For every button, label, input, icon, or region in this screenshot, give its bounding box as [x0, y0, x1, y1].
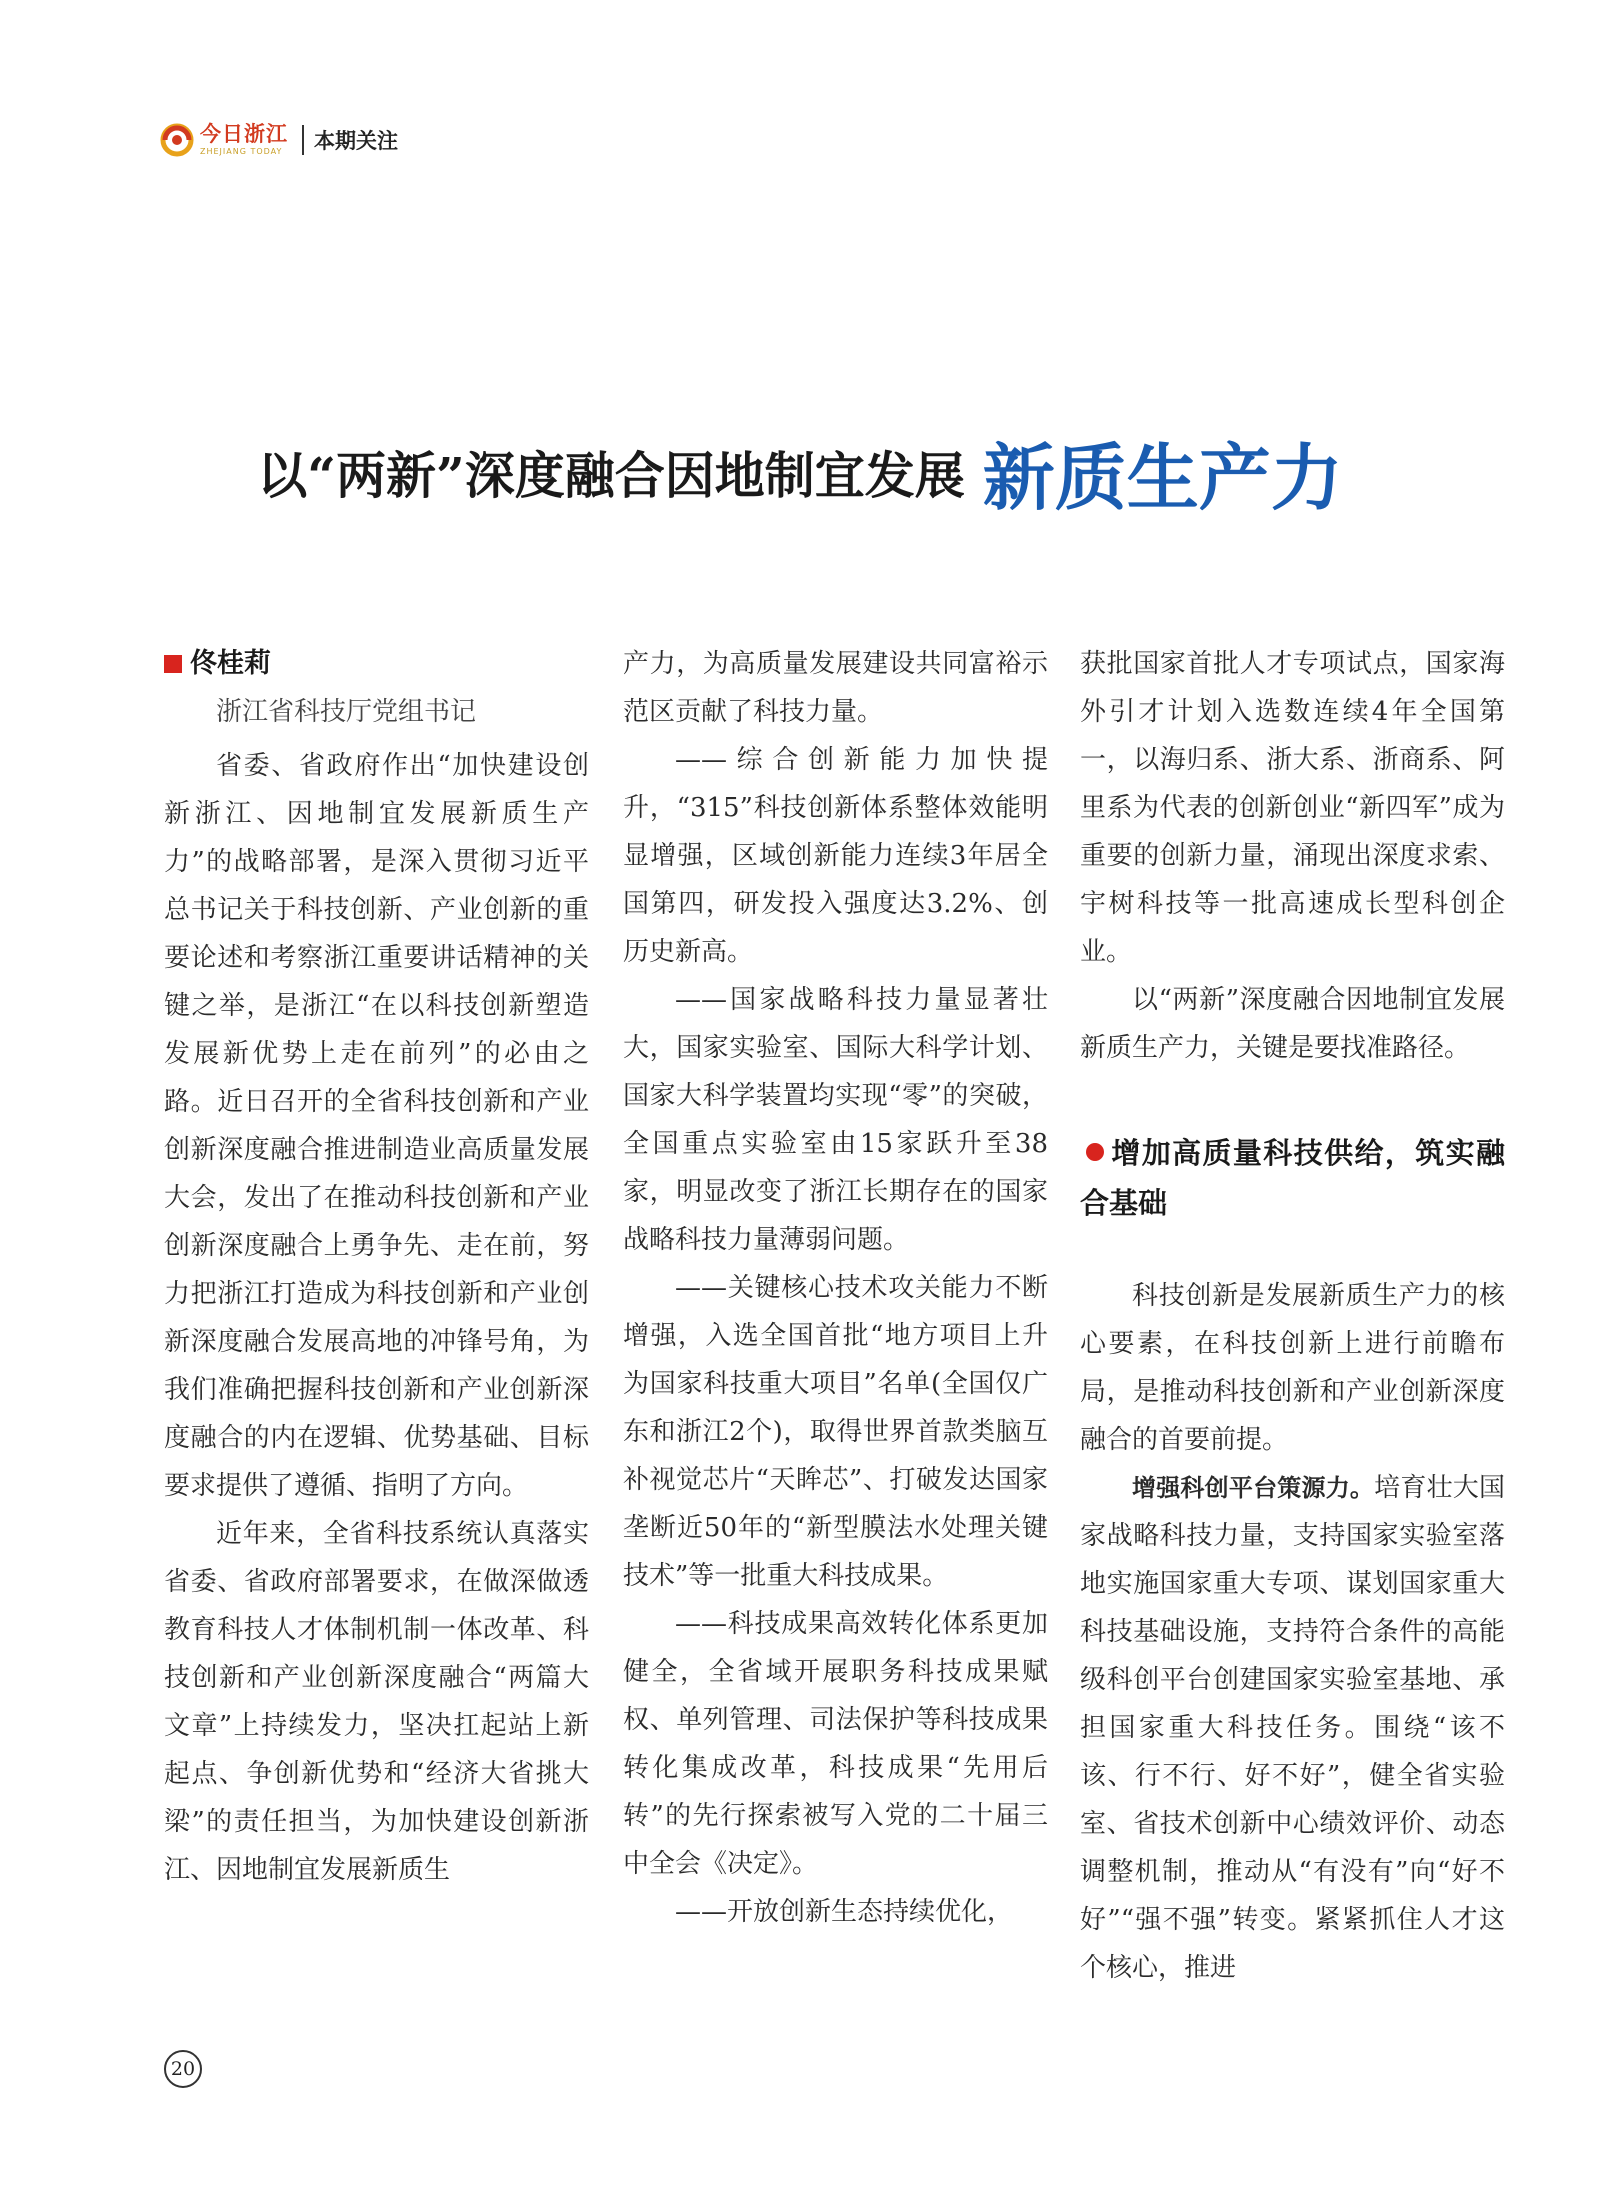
- subheading-text: 增加高质量科技供给，筑实融合基础: [1080, 1136, 1505, 1220]
- swirl-logo-icon: [160, 123, 194, 157]
- paragraph: ——综合创新能力加快提升，“315”科技创新体系整体效能明显增强，区域创新能力连续3年居全国第四，研发投入强度达3.2%、创历史新高。: [623, 745, 1048, 967]
- article-title: [0, 420, 1600, 524]
- logo-english: ZHEJIANG TODAY: [200, 147, 283, 156]
- magazine-logo: [160, 123, 288, 157]
- section-name: 本期关注: [314, 129, 398, 153]
- paragraph: ——关键核心技术攻关能力不断增强，入选全国首批“地方项目上升为国家科技重大项目”名单(全国仅广东和浙江2个)，取得世界首款类脑互补视觉芯片“天眸芯”、打破发达国家垄断近50年的“新型膜法水处理关键技术”等一批重大科技成果。: [623, 1273, 1048, 1591]
- paragraph: ——国家战略科技力量显著壮大，国家实验室、国际大科学计划、国家大科学装置均实现“零”的突破，全国重点实验室由15家跃升至38家，明显改变了浙江长期存在的国家战略科技力量薄弱问题。: [623, 985, 1048, 1255]
- paragraph: ——开放创新生态持续优化，: [675, 1897, 1014, 1927]
- paragraph: 产力，为高质量发展建设共同富裕示范区贡献了科技力量。: [623, 649, 1048, 727]
- author-position: 浙江省科技厅党组书记: [216, 697, 477, 727]
- title-main: 以“两新”深度融合因地制宜发展: [257, 446, 965, 505]
- title-accent: 新质生产力: [982, 436, 1343, 520]
- header-divider: [302, 125, 304, 155]
- red-dot-icon: [1086, 1143, 1104, 1161]
- paragraph: [1080, 1464, 1505, 1992]
- text-column-3: [1080, 640, 1505, 1992]
- author-name: [164, 640, 589, 688]
- paragraph: 省委、省政府作出“加快建设创新浙江、因地制宜发展新质生产力”的战略部署，是深入贯彻习近平总书记关于科技创新、产业创新的重要论述和考察浙江重要讲话精神的关键之举，是浙江“在以科技创新塑造发展新优势上走在前列”的必由之路。近日召开的全省科技创新和产业创新深度融合推进制造业高质量发展大会，发出了在推动科技创新和产业创新深度融合上勇争先、走在前，努力把浙江打造成为科技创新和产业创新深度融合发展高地的冲锋号角，为我们准确把握科技创新和产业创新深度融合的内在逻辑、优势基础、目标要求提供了遵循、指明了方向。: [164, 751, 589, 1501]
- lead-in-phrase: 增强科创平台策源力。: [1132, 1474, 1375, 1502]
- paragraph: 以“两新”深度融合因地制宜发展新质生产力，关键是要找准路径。: [1080, 985, 1505, 1063]
- paragraph-body: 培育壮大国家战略科技力量，支持国家实验室落地实施国家重大专项、谋划国家重大科技基础设施，支持符合条件的高能级科创平台创建国家实验室基地、承担国家重大科技任务。围绕“该不该、行不行、好不好”，健全省实验室、省技术创新中心绩效评价、动态调整机制，推动从“有没有”向“好不好”“强不强”转变。紧紧抓住人才这个核心，推进: [1080, 1473, 1505, 1983]
- red-square-marker: [164, 655, 182, 673]
- paragraph: 近年来，全省科技系统认真落实省委、省政府部署要求，在做深做透教育科技人才体制机制一体改革、科技创新和产业创新深度融合“两篇大文章”上持续发力，坚决扛起站上新起点、争创新优势和“经济大省挑大梁”的责任担当，为加快建设创新浙江、因地制宜发展新质生: [164, 1519, 589, 1885]
- text-column-2: [623, 640, 1048, 1936]
- paragraph: 获批国家首批人才专项试点，国家海外引才计划入选数连续4年全国第一，以海归系、浙大系、浙商系、阿里系为代表的创新创业“新四军”成为重要的创新力量，涌现出深度求索、宇树科技等一批高速成长型科创企业。: [1080, 649, 1505, 967]
- author-name-text: 佟桂莉: [190, 648, 271, 679]
- page-header: [160, 118, 398, 162]
- page-number: 20: [164, 2050, 202, 2088]
- logo-chinese: 今日浙江: [200, 122, 288, 146]
- paragraph: ——科技成果高效转化体系更加健全，全省域开展职务科技成果赋权、单列管理、司法保护等科技成果转化集成改革，科技成果“先用后转”的先行探索被写入党的二十届三中全会《决定》。: [623, 1609, 1048, 1879]
- section-subheading: [1080, 1128, 1505, 1228]
- paragraph: 科技创新是发展新质生产力的核心要素，在科技创新上进行前瞻布局，是推动科技创新和产业创新深度融合的首要前提。: [1080, 1281, 1505, 1455]
- text-column-1: [164, 640, 589, 1894]
